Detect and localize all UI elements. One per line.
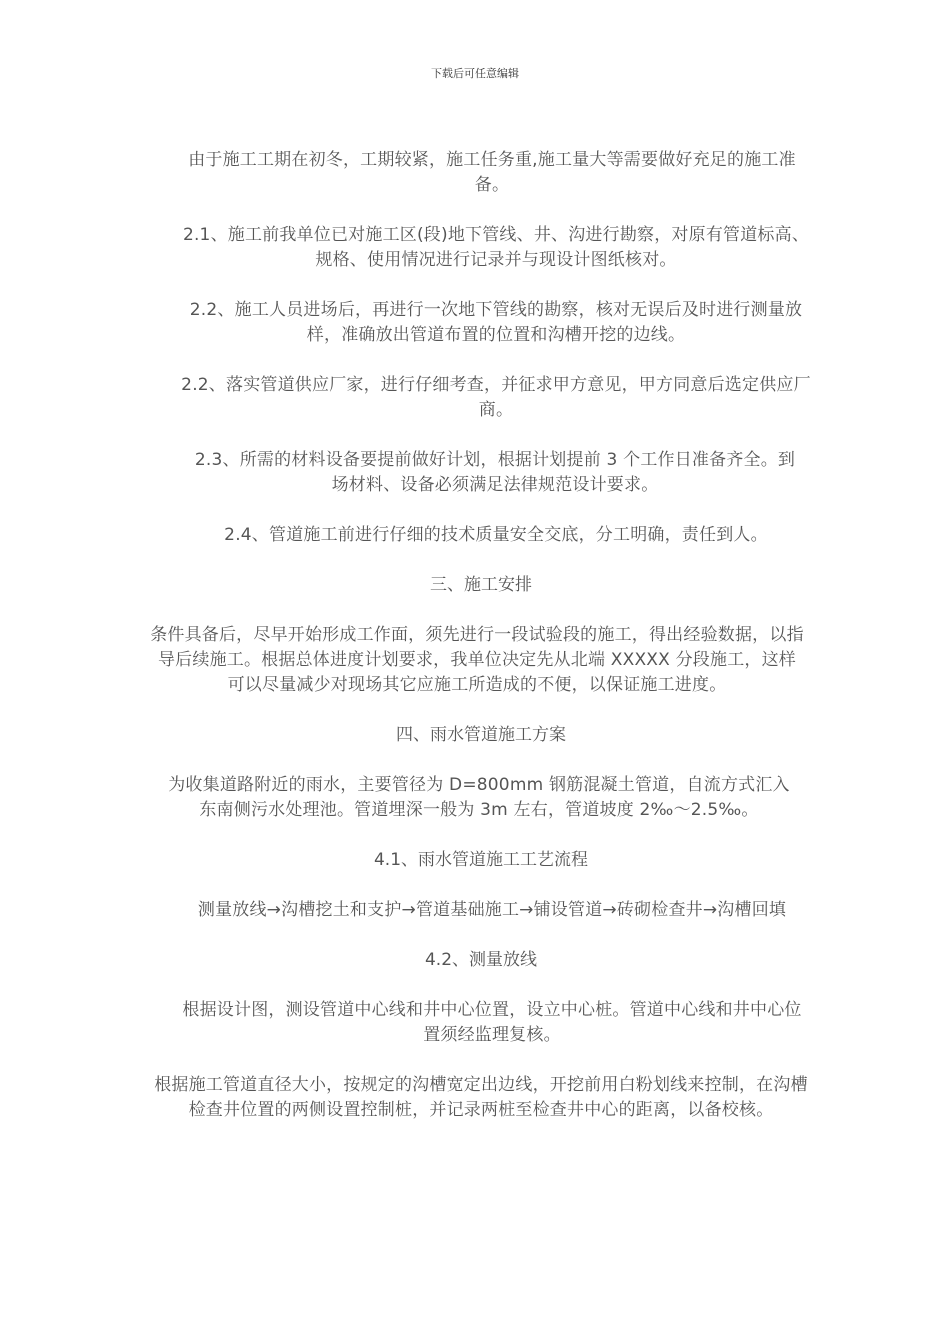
section-heading-4-2: 4.2、测量放线 <box>424 950 538 970</box>
page-header: 下载后可任意编辑 <box>431 67 519 80</box>
section-heading-3: 三、施工安排 <box>430 575 532 595</box>
section-heading-4: 四、雨水管道施工方案 <box>396 725 566 745</box>
document-body <box>150 148 812 1148</box>
paragraph-survey-center: 根据设计图，测设管道中心线和井中心位置，设立中心桩。管道中心线和井中心位置须经监理复核。 <box>182 1000 802 1045</box>
paragraph-2-4: 2.4、管道施工前进行仔细的技术质量安全交底，分工明确，责任到人。 <box>224 525 768 545</box>
section-heading-4-1: 4.1、雨水管道施工工艺流程 <box>373 850 589 870</box>
paragraph-2-2-supplier: 2.2、落实管道供应厂家，进行仔细考查，并征求甲方意见，甲方同意后选定供应厂商。 <box>181 375 811 420</box>
paragraph-survey-edge: 根据施工管道直径大小，按规定的沟槽宽定出边线，开挖前用白粉划线来控制，在沟槽检查井位置的两侧设置控制桩，并记录两桩至检查井中心的距离，以备校核。 <box>154 1075 808 1120</box>
paragraph-2-3: 2.3、所需的材料设备要提前做好计划，根据计划提前 3 个工作日准备齐全。到场材料、设备必须满足法律规范设计要求。 <box>194 450 796 495</box>
paragraph-process-flow: 测量放线→沟槽挖土和支护→管道基础施工→铺设管道→砖砌检查井→沟槽回填 <box>197 900 787 920</box>
paragraph-arrangement: 条件具备后，尽早开始形成工作面，须先进行一段试验段的施工，得出经验数据，以指导后续施工。根据总体进度计划要求，我单位决定先从北端 XXXXX 分段施工，这样可以尽量减少对现场其它应施工所造成的不便，以保证施工进度。 <box>150 625 804 695</box>
paragraph-intro: 由于施工工期在初冬，工期较紧，施工任务重,施工量大等需要做好充足的施工准备。 <box>188 150 796 195</box>
paragraph-2-2-survey: 2.2、施工人员进场后，再进行一次地下管线的勘察，核对无误后及时进行测量放样，准确放出管道布置的位置和沟槽开挖的边线。 <box>189 300 803 345</box>
paragraph-rainwater: 为收集道路附近的雨水，主要管径为 D=800mm 钢筋混凝土管道，自流方式汇入东南侧污水处理池。管道埋深一般为 3m 左右，管道坡度 2‰～2.5‰。 <box>168 775 790 820</box>
paragraph-2-1: 2.1、施工前我单位已对施工区(段)地下管线、井、沟进行勘察，对原有管道标高、规格、使用情况进行记录并与现设计图纸核对。 <box>182 225 810 270</box>
